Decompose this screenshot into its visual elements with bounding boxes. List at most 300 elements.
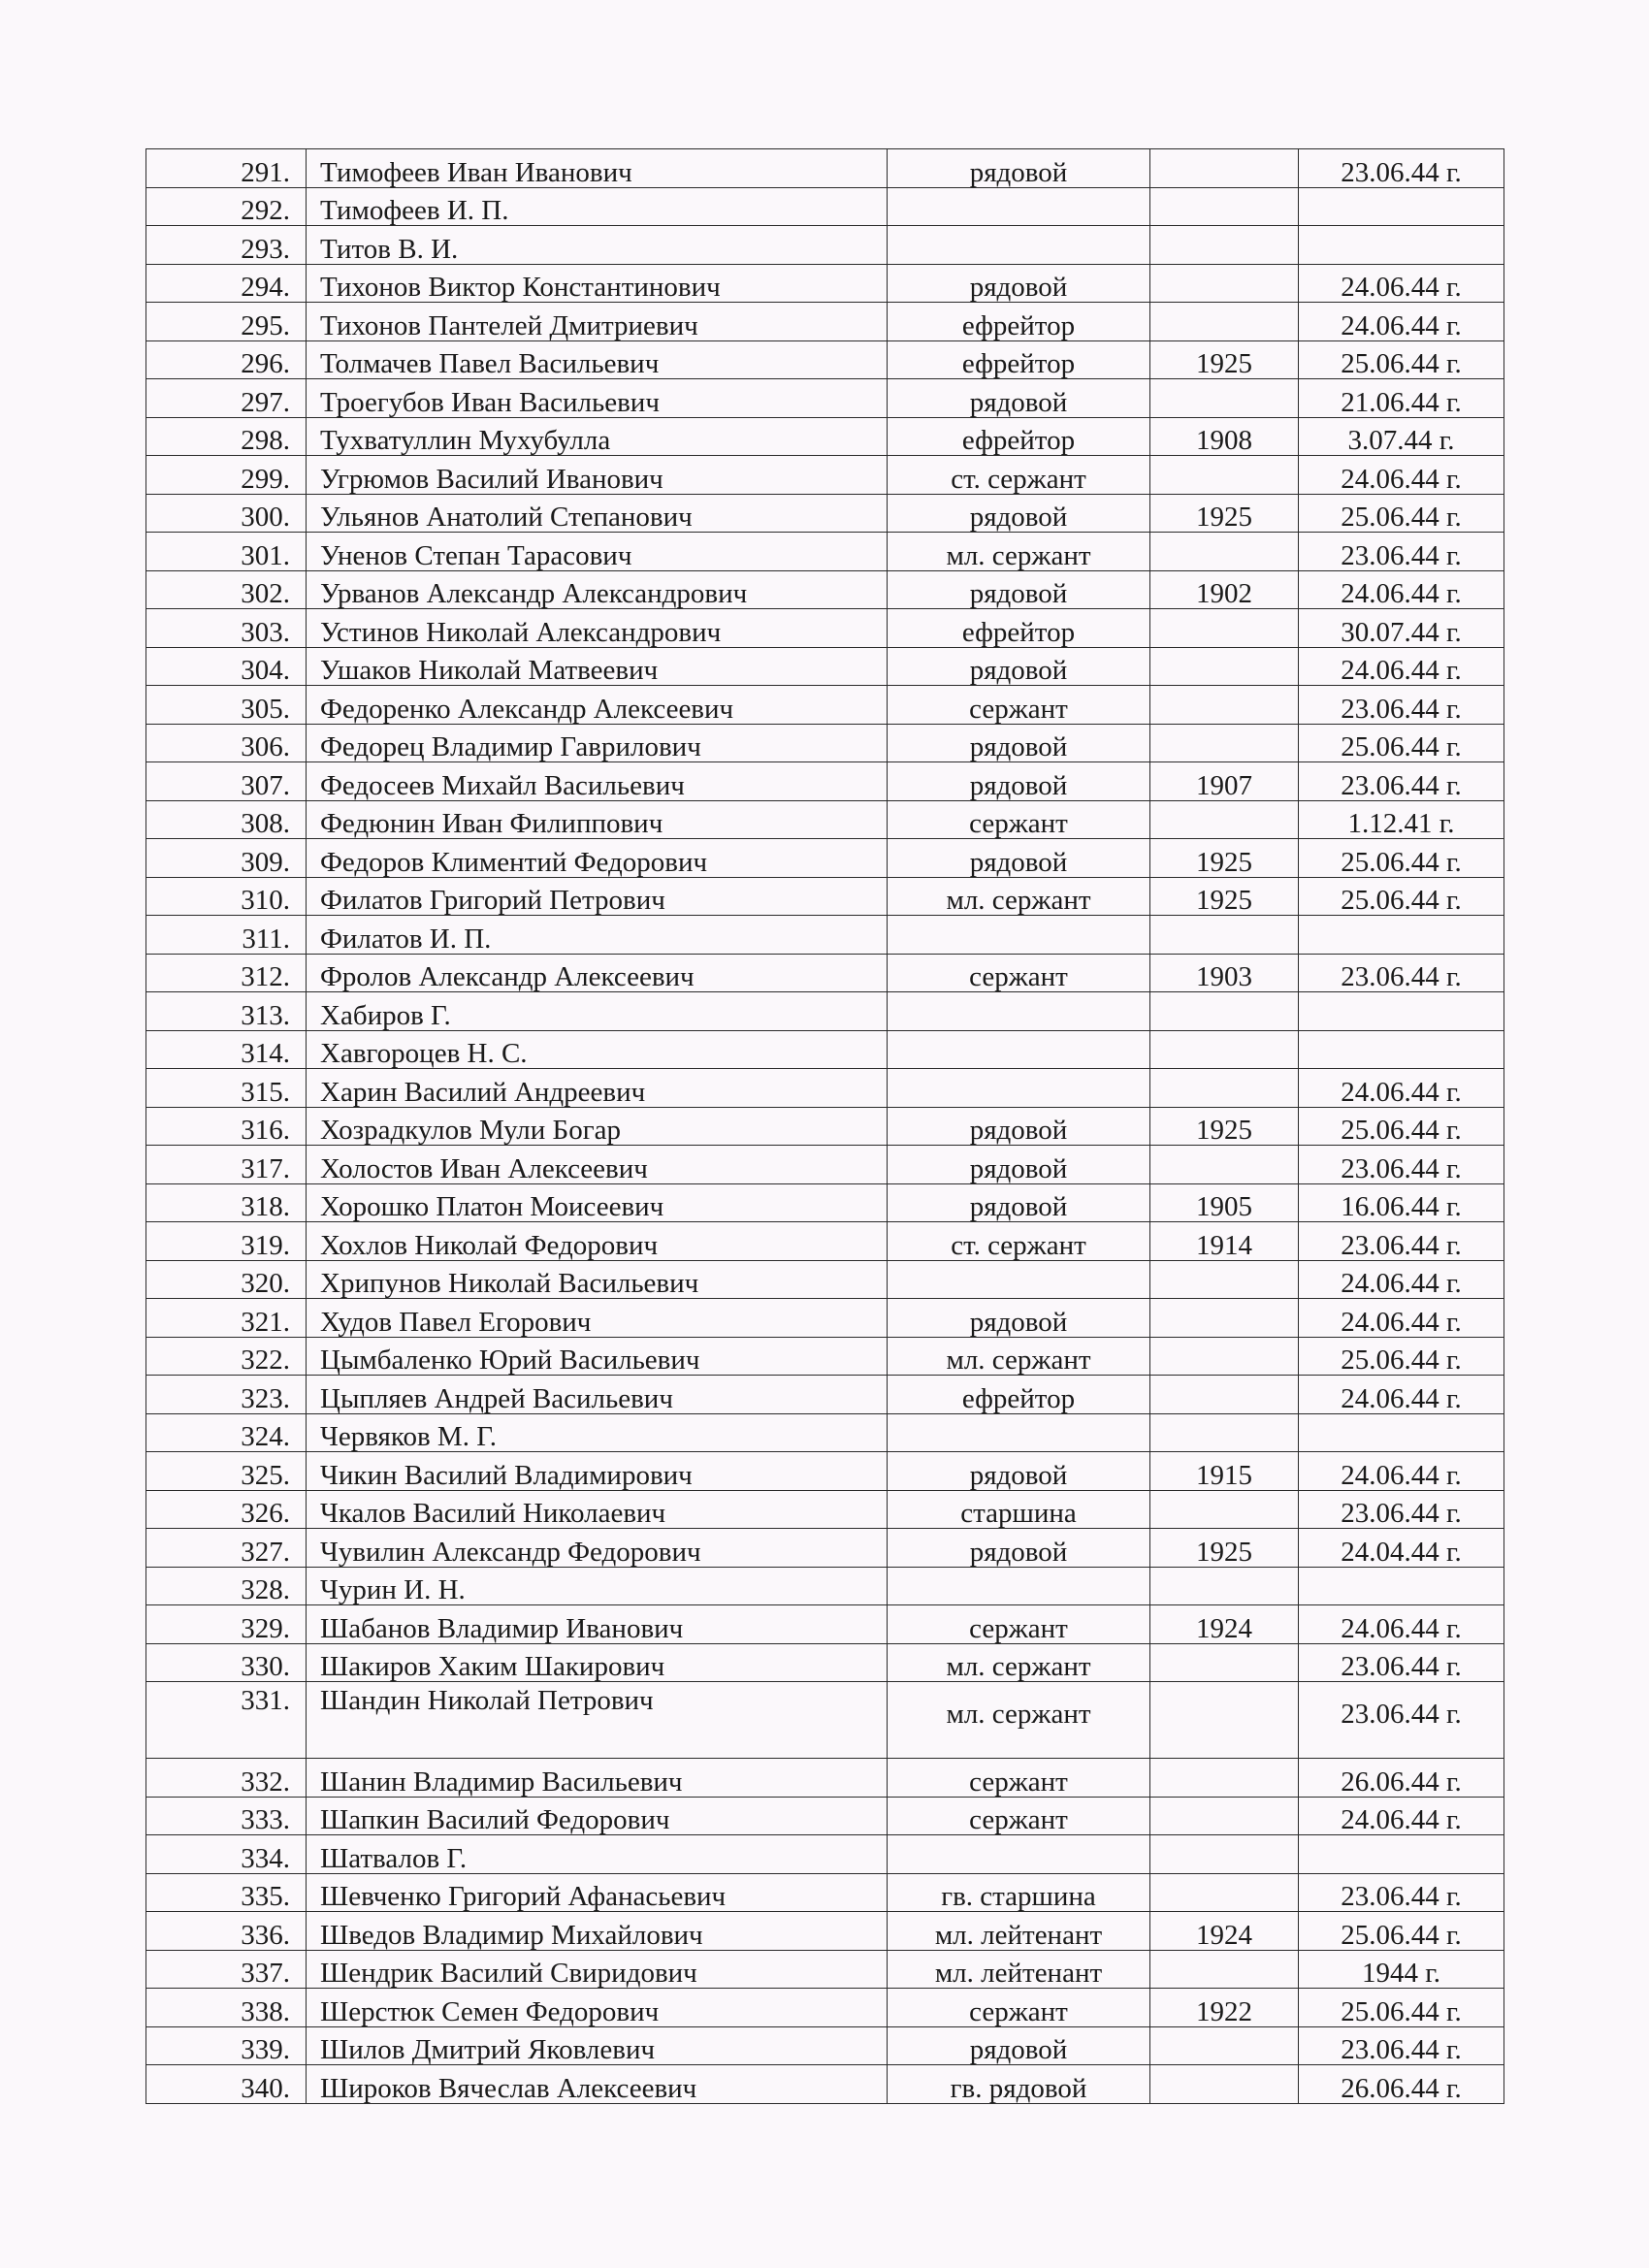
- birth-year-cell: [1150, 724, 1299, 762]
- table-row: [146, 1107, 1504, 1146]
- row-number-cell: 308.: [146, 800, 307, 839]
- date-cell: 23.06.44 г.: [1299, 686, 1504, 725]
- row-number-cell: 337.: [146, 1950, 307, 1989]
- table-row: [146, 724, 1504, 762]
- name-cell: Титов В. И.: [307, 226, 888, 265]
- rank-cell: мл. сержант: [888, 1337, 1150, 1376]
- date-cell: 23.06.44 г.: [1299, 1222, 1504, 1261]
- date-cell: 24.06.44 г.: [1299, 570, 1504, 609]
- date-cell: 24.06.44 г.: [1299, 1797, 1504, 1835]
- date-cell: 23.06.44 г.: [1299, 762, 1504, 801]
- rank-cell: рядовой: [888, 264, 1150, 303]
- birth-year-cell: [1150, 1337, 1299, 1376]
- rank-cell: [888, 1260, 1150, 1299]
- date-cell: 25.06.44 г.: [1299, 494, 1504, 533]
- rank-cell: [888, 916, 1150, 955]
- table-row: [146, 1605, 1504, 1644]
- row-number-cell: 324.: [146, 1413, 307, 1452]
- rank-cell: [888, 1413, 1150, 1452]
- birth-year-cell: 1924: [1150, 1912, 1299, 1951]
- table-row: [146, 533, 1504, 571]
- birth-year-cell: [1150, 533, 1299, 571]
- rank-cell: [888, 992, 1150, 1031]
- rank-cell: мл. лейтенант: [888, 1912, 1150, 1951]
- birth-year-cell: [1150, 379, 1299, 418]
- birth-year-cell: 1908: [1150, 417, 1299, 456]
- birth-year-cell: 1903: [1150, 954, 1299, 992]
- birth-year-cell: [1150, 149, 1299, 188]
- date-cell: 24.06.44 г.: [1299, 1260, 1504, 1299]
- table-row: [146, 1989, 1504, 2027]
- row-number-cell: 307.: [146, 762, 307, 801]
- table-row: [146, 1376, 1504, 1414]
- rank-cell: ефрейтор: [888, 609, 1150, 648]
- rank-cell: [888, 226, 1150, 265]
- rank-cell: мл. сержант: [888, 1682, 1150, 1759]
- table-row: [146, 226, 1504, 265]
- rank-cell: ефрейтор: [888, 1376, 1150, 1414]
- row-number-cell: 322.: [146, 1337, 307, 1376]
- table-row: [146, 303, 1504, 341]
- row-number-cell: 319.: [146, 1222, 307, 1261]
- rank-cell: мл. сержант: [888, 533, 1150, 571]
- table-row: [146, 149, 1504, 188]
- date-cell: 24.06.44 г.: [1299, 1605, 1504, 1644]
- rank-cell: рядовой: [888, 1107, 1150, 1146]
- row-number-cell: 300.: [146, 494, 307, 533]
- date-cell: 23.06.44 г.: [1299, 1873, 1504, 1912]
- row-number-cell: 318.: [146, 1183, 307, 1222]
- rank-cell: ефрейтор: [888, 303, 1150, 341]
- rank-cell: сержант: [888, 1605, 1150, 1644]
- date-cell: 24.06.44 г.: [1299, 456, 1504, 495]
- row-number-cell: 314.: [146, 1030, 307, 1069]
- table-row: [146, 2026, 1504, 2065]
- date-cell: 24.06.44 г.: [1299, 1452, 1504, 1491]
- name-cell: Шатвалов Г.: [307, 1835, 888, 1874]
- table-row: [146, 494, 1504, 533]
- table-row: [146, 916, 1504, 955]
- row-number-cell: 306.: [146, 724, 307, 762]
- rank-cell: мл. лейтенант: [888, 1950, 1150, 1989]
- birth-year-cell: [1150, 1146, 1299, 1184]
- rank-cell: [888, 187, 1150, 226]
- personnel-table: [146, 148, 1504, 2104]
- date-cell: 23.06.44 г.: [1299, 954, 1504, 992]
- rank-cell: мл. сержант: [888, 877, 1150, 916]
- date-cell: 24.06.44 г.: [1299, 1069, 1504, 1108]
- name-cell: Федоров Климентий Федорович: [307, 839, 888, 878]
- table-row: [146, 839, 1504, 878]
- row-number-cell: 302.: [146, 570, 307, 609]
- name-cell: Троегубов Иван Васильевич: [307, 379, 888, 418]
- birth-year-cell: [1150, 992, 1299, 1031]
- name-cell: Ушаков Николай Матвеевич: [307, 647, 888, 686]
- date-cell: 21.06.44 г.: [1299, 379, 1504, 418]
- row-number-cell: 295.: [146, 303, 307, 341]
- birth-year-cell: 1902: [1150, 570, 1299, 609]
- name-cell: Шевченко Григорий Афанасьевич: [307, 1873, 888, 1912]
- birth-year-cell: [1150, 1950, 1299, 1989]
- date-cell: 24.06.44 г.: [1299, 264, 1504, 303]
- name-cell: Шилов Дмитрий Яковлевич: [307, 2026, 888, 2065]
- name-cell: Угрюмов Василий Иванович: [307, 456, 888, 495]
- row-number-cell: 312.: [146, 954, 307, 992]
- table-row: [146, 1030, 1504, 1069]
- date-cell: 25.06.44 г.: [1299, 1107, 1504, 1146]
- table-row: [146, 800, 1504, 839]
- table-row: [146, 686, 1504, 725]
- table-row: [146, 2065, 1504, 2104]
- table-row: [146, 1950, 1504, 1989]
- rank-cell: рядовой: [888, 570, 1150, 609]
- row-number-cell: 327.: [146, 1529, 307, 1568]
- name-cell: Филатов Григорий Петрович: [307, 877, 888, 916]
- birth-year-cell: 1925: [1150, 494, 1299, 533]
- birth-year-cell: [1150, 1835, 1299, 1874]
- birth-year-cell: [1150, 1299, 1299, 1338]
- table-row: [146, 762, 1504, 801]
- table-row: [146, 1835, 1504, 1874]
- name-cell: Тухватуллин Мухубулла: [307, 417, 888, 456]
- birth-year-cell: [1150, 1682, 1299, 1759]
- name-cell: Тимофеев И. П.: [307, 187, 888, 226]
- date-cell: 3.07.44 г.: [1299, 417, 1504, 456]
- birth-year-cell: [1150, 1030, 1299, 1069]
- rank-cell: рядовой: [888, 149, 1150, 188]
- rank-cell: [888, 1835, 1150, 1874]
- row-number-cell: 293.: [146, 226, 307, 265]
- birth-year-cell: [1150, 800, 1299, 839]
- date-cell: 23.06.44 г.: [1299, 1146, 1504, 1184]
- date-cell: 16.06.44 г.: [1299, 1183, 1504, 1222]
- rank-cell: ефрейтор: [888, 340, 1150, 379]
- birth-year-cell: [1150, 916, 1299, 955]
- name-cell: Чикин Василий Владимирович: [307, 1452, 888, 1491]
- table-row: [146, 609, 1504, 648]
- name-cell: Червяков М. Г.: [307, 1413, 888, 1452]
- name-cell: Хозрадкулов Мули Богар: [307, 1107, 888, 1146]
- row-number-cell: 305.: [146, 686, 307, 725]
- rank-cell: ефрейтор: [888, 417, 1150, 456]
- name-cell: Шапкин Василий Федорович: [307, 1797, 888, 1835]
- birth-year-cell: [1150, 647, 1299, 686]
- table-row: [146, 1567, 1504, 1605]
- row-number-cell: 334.: [146, 1835, 307, 1874]
- rank-cell: сержант: [888, 954, 1150, 992]
- birth-year-cell: 1905: [1150, 1183, 1299, 1222]
- birth-year-cell: 1915: [1150, 1452, 1299, 1491]
- rank-cell: рядовой: [888, 2026, 1150, 2065]
- date-cell: [1299, 1413, 1504, 1452]
- date-cell: 23.06.44 г.: [1299, 1682, 1504, 1759]
- table-row: [146, 1183, 1504, 1222]
- name-cell: Уненов Степан Тарасович: [307, 533, 888, 571]
- table-row: [146, 1069, 1504, 1108]
- table-row: [146, 187, 1504, 226]
- table-row: [146, 1452, 1504, 1491]
- table-row: [146, 379, 1504, 418]
- rank-cell: рядовой: [888, 1183, 1150, 1222]
- row-number-cell: 291.: [146, 149, 307, 188]
- birth-year-cell: [1150, 1873, 1299, 1912]
- rank-cell: рядовой: [888, 839, 1150, 878]
- table-row: [146, 264, 1504, 303]
- row-number-cell: 297.: [146, 379, 307, 418]
- date-cell: 25.06.44 г.: [1299, 1912, 1504, 1951]
- row-number-cell: 311.: [146, 916, 307, 955]
- birth-year-cell: 1907: [1150, 762, 1299, 801]
- name-cell: Цыпляев Андрей Васильевич: [307, 1376, 888, 1414]
- table-body: [146, 149, 1504, 2104]
- date-cell: 30.07.44 г.: [1299, 609, 1504, 648]
- date-cell: [1299, 1835, 1504, 1874]
- date-cell: 23.06.44 г.: [1299, 2026, 1504, 2065]
- name-cell: Устинов Николай Александрович: [307, 609, 888, 648]
- table-row: [146, 1873, 1504, 1912]
- name-cell: Холостов Иван Алексеевич: [307, 1146, 888, 1184]
- table-row: [146, 1643, 1504, 1682]
- table-row: [146, 1413, 1504, 1452]
- row-number-cell: 336.: [146, 1912, 307, 1951]
- name-cell: Федоренко Александр Алексеевич: [307, 686, 888, 725]
- name-cell: Хохлов Николай Федорович: [307, 1222, 888, 1261]
- name-cell: Хавгороцев Н. С.: [307, 1030, 888, 1069]
- date-cell: 25.06.44 г.: [1299, 724, 1504, 762]
- birth-year-cell: [1150, 264, 1299, 303]
- table-row: [146, 1797, 1504, 1835]
- birth-year-cell: 1925: [1150, 1107, 1299, 1146]
- row-number-cell: 310.: [146, 877, 307, 916]
- table-row: [146, 417, 1504, 456]
- birth-year-cell: [1150, 1643, 1299, 1682]
- table-row: [146, 1682, 1504, 1759]
- name-cell: Цымбаленко Юрий Васильевич: [307, 1337, 888, 1376]
- date-cell: 25.06.44 г.: [1299, 1989, 1504, 2027]
- rank-cell: сержант: [888, 1989, 1150, 2027]
- table-row: [146, 954, 1504, 992]
- rank-cell: гв. старшина: [888, 1873, 1150, 1912]
- rank-cell: рядовой: [888, 647, 1150, 686]
- rank-cell: рядовой: [888, 1299, 1150, 1338]
- birth-year-cell: 1925: [1150, 1529, 1299, 1568]
- rank-cell: [888, 1567, 1150, 1605]
- rank-cell: мл. сержант: [888, 1643, 1150, 1682]
- birth-year-cell: 1925: [1150, 839, 1299, 878]
- name-cell: Чувилин Александр Федорович: [307, 1529, 888, 1568]
- date-cell: 25.06.44 г.: [1299, 839, 1504, 878]
- birth-year-cell: [1150, 1490, 1299, 1529]
- name-cell: Шакиров Хаким Шакирович: [307, 1643, 888, 1682]
- date-cell: 24.06.44 г.: [1299, 647, 1504, 686]
- date-cell: 24.06.44 г.: [1299, 1376, 1504, 1414]
- name-cell: Тихонов Виктор Константинович: [307, 264, 888, 303]
- birth-year-cell: 1914: [1150, 1222, 1299, 1261]
- row-number-cell: 298.: [146, 417, 307, 456]
- rank-cell: рядовой: [888, 1452, 1150, 1491]
- table-row: [146, 1222, 1504, 1261]
- table-row: [146, 992, 1504, 1031]
- row-number-cell: 323.: [146, 1376, 307, 1414]
- rank-cell: гв. рядовой: [888, 2065, 1150, 2104]
- name-cell: Худов Павел Егорович: [307, 1299, 888, 1338]
- name-cell: Федосеев Михайл Васильевич: [307, 762, 888, 801]
- rank-cell: рядовой: [888, 762, 1150, 801]
- table-row: [146, 1759, 1504, 1798]
- name-cell: Шендрик Василий Свиридович: [307, 1950, 888, 1989]
- date-cell: 24.06.44 г.: [1299, 303, 1504, 341]
- birth-year-cell: [1150, 187, 1299, 226]
- row-number-cell: 304.: [146, 647, 307, 686]
- rank-cell: сержант: [888, 1797, 1150, 1835]
- birth-year-cell: 1924: [1150, 1605, 1299, 1644]
- birth-year-cell: [1150, 2065, 1299, 2104]
- birth-year-cell: 1925: [1150, 877, 1299, 916]
- birth-year-cell: [1150, 456, 1299, 495]
- row-number-cell: 317.: [146, 1146, 307, 1184]
- row-number-cell: 340.: [146, 2065, 307, 2104]
- name-cell: Федорец Владимир Гаврилович: [307, 724, 888, 762]
- date-cell: [1299, 187, 1504, 226]
- name-cell: Хабиров Г.: [307, 992, 888, 1031]
- row-number-cell: 303.: [146, 609, 307, 648]
- row-number-cell: 331.: [146, 1682, 307, 1759]
- rank-cell: [888, 1030, 1150, 1069]
- rank-cell: сержант: [888, 800, 1150, 839]
- table-row: [146, 877, 1504, 916]
- row-number-cell: 321.: [146, 1299, 307, 1338]
- rank-cell: рядовой: [888, 724, 1150, 762]
- birth-year-cell: [1150, 2026, 1299, 2065]
- row-number-cell: 338.: [146, 1989, 307, 2027]
- row-number-cell: 292.: [146, 187, 307, 226]
- table-row: [146, 1260, 1504, 1299]
- row-number-cell: 296.: [146, 340, 307, 379]
- date-cell: 23.06.44 г.: [1299, 533, 1504, 571]
- name-cell: Филатов И. П.: [307, 916, 888, 955]
- birth-year-cell: [1150, 1797, 1299, 1835]
- name-cell: Фролов Александр Алексеевич: [307, 954, 888, 992]
- row-number-cell: 315.: [146, 1069, 307, 1108]
- rank-cell: сержант: [888, 686, 1150, 725]
- rank-cell: рядовой: [888, 1529, 1150, 1568]
- name-cell: Чкалов Василий Николаевич: [307, 1490, 888, 1529]
- name-cell: Федюнин Иван Филиппович: [307, 800, 888, 839]
- date-cell: 25.06.44 г.: [1299, 877, 1504, 916]
- row-number-cell: 313.: [146, 992, 307, 1031]
- rank-cell: старшина: [888, 1490, 1150, 1529]
- row-number-cell: 330.: [146, 1643, 307, 1682]
- birth-year-cell: [1150, 686, 1299, 725]
- date-cell: 25.06.44 г.: [1299, 1337, 1504, 1376]
- table-row: [146, 570, 1504, 609]
- table-row: [146, 340, 1504, 379]
- birth-year-cell: [1150, 1567, 1299, 1605]
- name-cell: Урванов Александр Александрович: [307, 570, 888, 609]
- row-number-cell: 332.: [146, 1759, 307, 1798]
- rank-cell: ст. сержант: [888, 1222, 1150, 1261]
- row-number-cell: 329.: [146, 1605, 307, 1644]
- row-number-cell: 326.: [146, 1490, 307, 1529]
- table-row: [146, 1337, 1504, 1376]
- date-cell: 1.12.41 г.: [1299, 800, 1504, 839]
- name-cell: Хорошко Платон Моисеевич: [307, 1183, 888, 1222]
- rank-cell: рядовой: [888, 379, 1150, 418]
- name-cell: Тихонов Пантелей Дмитриевич: [307, 303, 888, 341]
- row-number-cell: 335.: [146, 1873, 307, 1912]
- rank-cell: [888, 1069, 1150, 1108]
- name-cell: Чурин И. Н.: [307, 1567, 888, 1605]
- date-cell: [1299, 1030, 1504, 1069]
- row-number-cell: 328.: [146, 1567, 307, 1605]
- birth-year-cell: [1150, 1759, 1299, 1798]
- table-row: [146, 647, 1504, 686]
- row-number-cell: 316.: [146, 1107, 307, 1146]
- birth-year-cell: [1150, 226, 1299, 265]
- table-row: [146, 456, 1504, 495]
- date-cell: [1299, 1567, 1504, 1605]
- name-cell: Шерстюк Семен Федорович: [307, 1989, 888, 2027]
- birth-year-cell: 1922: [1150, 1989, 1299, 2027]
- rank-cell: ст. сержант: [888, 456, 1150, 495]
- name-cell: Шведов Владимир Михайлович: [307, 1912, 888, 1951]
- row-number-cell: 320.: [146, 1260, 307, 1299]
- rank-cell: рядовой: [888, 494, 1150, 533]
- rank-cell: сержант: [888, 1759, 1150, 1798]
- date-cell: [1299, 916, 1504, 955]
- row-number-cell: 309.: [146, 839, 307, 878]
- name-cell: Шандин Николай Петрович: [307, 1682, 888, 1759]
- name-cell: Тимофеев Иван Иванович: [307, 149, 888, 188]
- date-cell: 1944 г.: [1299, 1950, 1504, 1989]
- birth-year-cell: [1150, 1376, 1299, 1414]
- row-number-cell: 301.: [146, 533, 307, 571]
- date-cell: 23.06.44 г.: [1299, 1490, 1504, 1529]
- birth-year-cell: [1150, 609, 1299, 648]
- date-cell: 23.06.44 г.: [1299, 149, 1504, 188]
- row-number-cell: 339.: [146, 2026, 307, 2065]
- name-cell: Харин Василий Андреевич: [307, 1069, 888, 1108]
- table-row: [146, 1299, 1504, 1338]
- table-row: [146, 1490, 1504, 1529]
- date-cell: 23.06.44 г.: [1299, 1643, 1504, 1682]
- row-number-cell: 299.: [146, 456, 307, 495]
- date-cell: 24.04.44 г.: [1299, 1529, 1504, 1568]
- row-number-cell: 333.: [146, 1797, 307, 1835]
- name-cell: Шабанов Владимир Иванович: [307, 1605, 888, 1644]
- birth-year-cell: [1150, 1260, 1299, 1299]
- table-row: [146, 1146, 1504, 1184]
- table-row: [146, 1912, 1504, 1951]
- birth-year-cell: 1925: [1150, 340, 1299, 379]
- rank-cell: рядовой: [888, 1146, 1150, 1184]
- name-cell: Ульянов Анатолий Степанович: [307, 494, 888, 533]
- birth-year-cell: [1150, 1413, 1299, 1452]
- birth-year-cell: [1150, 303, 1299, 341]
- date-cell: 26.06.44 г.: [1299, 1759, 1504, 1798]
- name-cell: Широков Вячеслав Алексеевич: [307, 2065, 888, 2104]
- date-cell: 24.06.44 г.: [1299, 1299, 1504, 1338]
- date-cell: 25.06.44 г.: [1299, 340, 1504, 379]
- row-number-cell: 294.: [146, 264, 307, 303]
- date-cell: [1299, 992, 1504, 1031]
- table-row: [146, 1529, 1504, 1568]
- date-cell: [1299, 226, 1504, 265]
- name-cell: Толмачев Павел Васильевич: [307, 340, 888, 379]
- birth-year-cell: [1150, 1069, 1299, 1108]
- row-number-cell: 325.: [146, 1452, 307, 1491]
- date-cell: 26.06.44 г.: [1299, 2065, 1504, 2104]
